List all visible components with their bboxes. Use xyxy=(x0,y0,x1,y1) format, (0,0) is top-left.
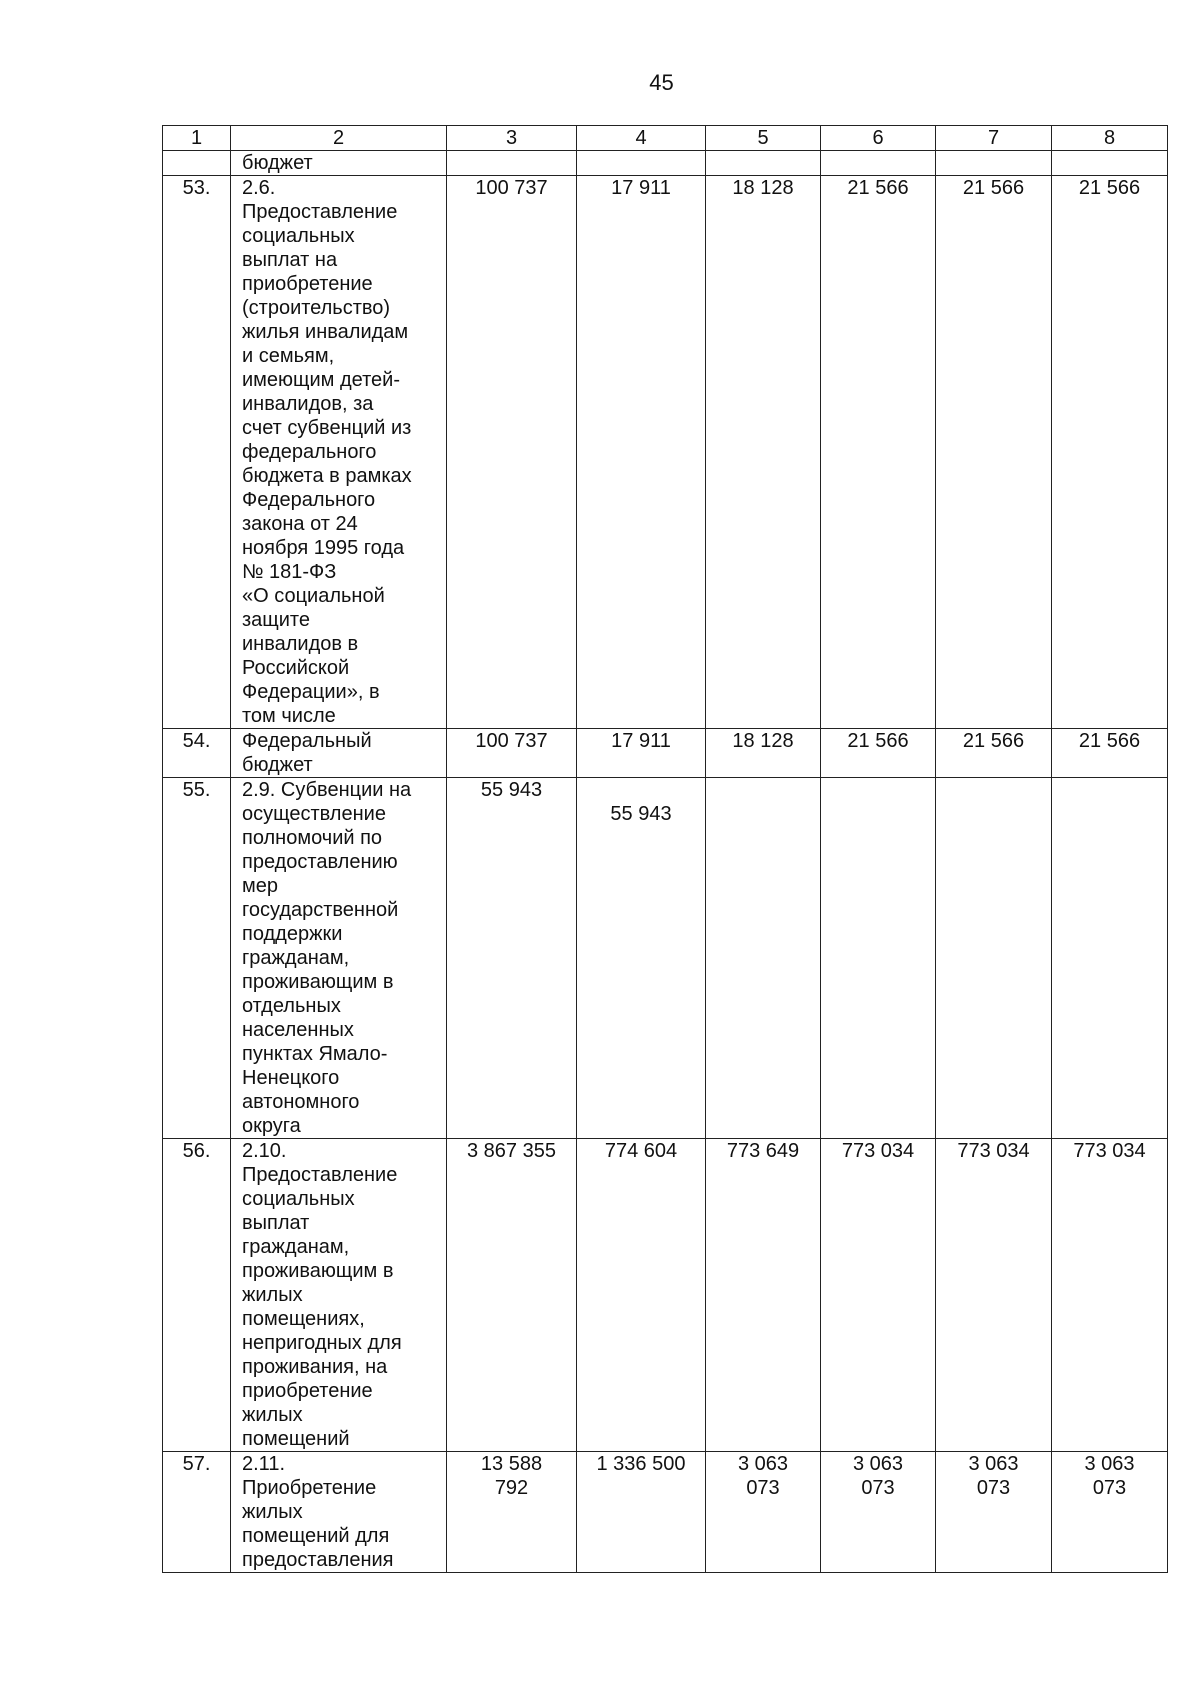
header-cell: 8 xyxy=(1052,126,1168,151)
row-number-cell: 53. xyxy=(163,176,231,729)
row-description-cell: бюджет xyxy=(231,151,447,176)
value-cell xyxy=(706,151,821,176)
header-cell: 7 xyxy=(936,126,1052,151)
value-col-8: 21 566 xyxy=(1078,730,1141,752)
row-description: 2.9. Субвенции на осуществление полномочий по предоставлению мер государственной поддержки гражданам, проживающим в отдельных населенных пунктах Ямало- Ненецкого автономного округа xyxy=(242,779,412,1137)
value-col-5: 18 128 xyxy=(732,730,794,752)
value-cell xyxy=(1052,151,1168,176)
value-col-7: 3 063 073 xyxy=(968,1453,1019,1499)
value-col-3: 13 588 792 xyxy=(480,1453,543,1499)
value-col-6: 3 063 073 xyxy=(852,1453,904,1499)
header-cell: 3 xyxy=(447,126,577,151)
row-description: 2.11. Приобретение жилых помещений для предоставления xyxy=(242,1453,394,1571)
value-col-7: 21 566 xyxy=(962,177,1025,199)
table-header-row xyxy=(163,126,1168,151)
value-col-4: 774 604 xyxy=(604,1140,678,1162)
row-number-cell: 56. xyxy=(163,1139,231,1452)
value-col-8: 3 063 073 xyxy=(1084,1453,1135,1499)
header-cell: 1 xyxy=(163,126,231,151)
value-col-6: 773 034 xyxy=(841,1140,915,1162)
value-col-4: 17 911 xyxy=(611,177,671,199)
value-col-7: 21 566 xyxy=(962,730,1025,752)
row-description: 2.10. Предоставление социальных выплат гражданам, проживающим в жилых помещениях, непригодных для проживания, на приобретение жилых помещений xyxy=(242,1140,402,1450)
value-col-3: 3 867 355 xyxy=(467,1140,556,1162)
table-row xyxy=(163,1139,1168,1452)
table-row xyxy=(163,176,1168,729)
row-description: 2.6. Предоставление социальных выплат на приобретение (строительство) жилья инвалидам и семьям, имеющим детей- инвалидов, за счет субвенций из федерального бюджета в рамках Федерального закона от 24 ноября 1995 года № 181-ФЗ «О социальной защите инвалидов в Российской Федерации», в том числе xyxy=(242,177,412,727)
value-col-4: 55 943 xyxy=(610,803,672,825)
value-col-3: 100 737 xyxy=(475,177,548,199)
value-col-4: 1 336 500 xyxy=(596,1453,686,1475)
value-cell xyxy=(936,151,1052,176)
value-col-5: 773 649 xyxy=(726,1140,800,1162)
value-cell xyxy=(821,151,936,176)
table-row-continuation xyxy=(163,151,1168,176)
table-row xyxy=(163,778,1168,1139)
row-number-cell: 57. xyxy=(163,1452,231,1573)
value-col-5: 3 063 073 xyxy=(737,1453,789,1499)
value-col-3: 55 943 xyxy=(480,779,543,801)
value-cell xyxy=(577,151,706,176)
row-description: Федеральный бюджет xyxy=(242,730,372,776)
value-col-8: 773 034 xyxy=(1073,1140,1146,1162)
page-number: 45 xyxy=(649,70,674,95)
header-cell: 2 xyxy=(231,126,447,151)
value-col-3: 100 737 xyxy=(475,730,548,752)
header-cell: 5 xyxy=(706,126,821,151)
header-cell: 4 xyxy=(577,126,706,151)
value-col-7: 773 034 xyxy=(957,1140,1030,1162)
value-col-6: 21 566 xyxy=(847,730,909,752)
row-number-cell xyxy=(163,151,231,176)
row-number-cell: 54. xyxy=(163,729,231,778)
value-col-5: 18 128 xyxy=(732,177,794,199)
row-number-cell: 55. xyxy=(163,778,231,1139)
value-col-4: 17 911 xyxy=(611,730,671,752)
value-col-6: 21 566 xyxy=(847,177,909,199)
table-row xyxy=(163,1452,1168,1573)
header-cell: 6 xyxy=(821,126,936,151)
budget-table xyxy=(162,125,1168,1573)
table-row xyxy=(163,729,1168,778)
value-col-8: 21 566 xyxy=(1078,177,1141,199)
value-cell xyxy=(447,151,577,176)
